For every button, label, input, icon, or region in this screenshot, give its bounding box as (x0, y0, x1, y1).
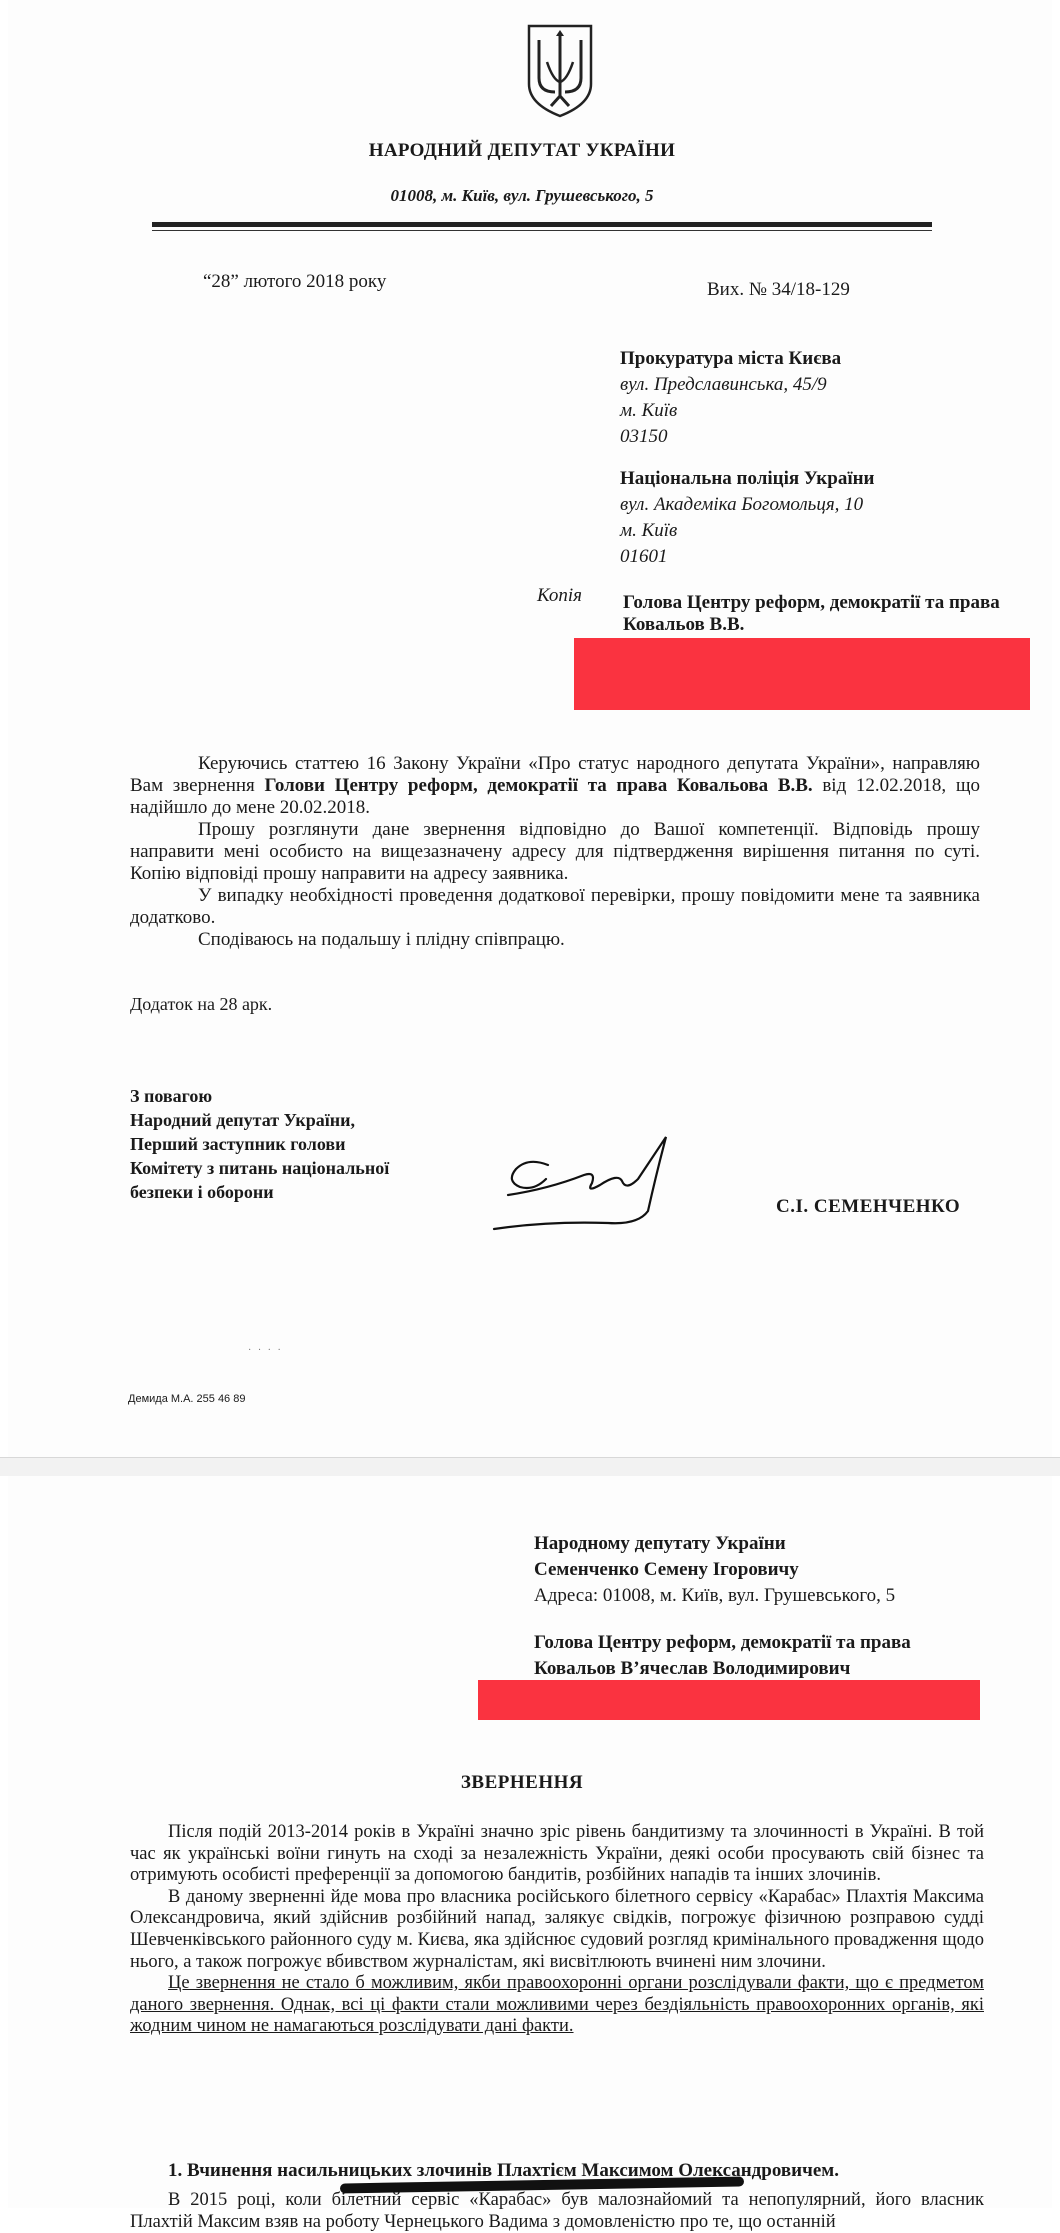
recipient-police (620, 466, 875, 570)
body-paragraph: В даному зверненні йде мова про власника російського білетного сервісу «Карабас» Плахтія Максима Олександровича, який здійснив розбійний напад, залякує свідків, погрожує фізичною розправою судді Шевченківського районного суду м. Києва, яка здійснює судовий розгляд кримінального провадження щодо нього, а також погрожує вбивством журналістам, які висвітлюють вчинені ним злочини. (130, 1886, 984, 1972)
section-heading: 1. Вчинення насильницьких злочинів Плахтієм Максимом Олександровичем. (168, 2160, 839, 2181)
signer-title: Перший заступник голови (130, 1134, 346, 1154)
signer-name: С.І. СЕМЕНЧЕНКО (776, 1196, 961, 1217)
body-text: Керуючись статтею 16 Закону України «Про статус народного депутата України», направляю Вам звернення (130, 753, 980, 796)
header-address: 01008, м. Київ, вул. Грушевського, 5 (390, 186, 654, 205)
outgoing-number: Вих. № 34/18-129 (707, 279, 850, 300)
body-paragraph: Після подій 2013-2014 років в Україні значно зріс рівень бандитизму та злочинності в Україні. В той час як українські воїни гинуть на сході за незалежність України, деякі особи просувають свій бізнес та отримують особисті преференції за допомогою бандитів, розбійних нападів та інших злочинів. (130, 1822, 984, 1886)
page-gap (0, 1458, 1060, 1476)
recipient-city: м. Київ (620, 400, 678, 421)
letter-page-1 (8, 0, 1052, 1458)
attachment-note: Додаток на 28 арк. (130, 994, 273, 1014)
sender-title: Голова Центру реформ, демократії та права (534, 1632, 911, 1653)
appeal-body-continued (130, 2190, 984, 2233)
copy-recipient: Голова Центру реформ, демократії та права Ковальов В.В. (623, 592, 1000, 635)
trident-emblem-icon (525, 22, 595, 118)
body-paragraph: Сподіваюсь на подальшу і плідну співпрацю. (198, 929, 565, 950)
executor-contact: Демида М.А. 255 46 89 (128, 1393, 246, 1405)
recipient-street: вул. Академіка Богомольця, 10 (620, 494, 864, 515)
closing-line: З повагою (130, 1086, 213, 1106)
page-edge (0, 1457, 1060, 1458)
copy-label: Копія (537, 585, 583, 606)
signer-title: Народний депутат України, (130, 1110, 355, 1130)
body-paragraph: Прошу розглянути дане звернення відповідно до Вашої компетенції. Відповідь прошу направити мені особисто на вищезазначену адресу для підтвердження вирішення питання по суті. Копію відповіді прошу направити на адресу заявника. (130, 819, 980, 884)
header-divider (152, 222, 932, 227)
scan-artifact: · · · · (248, 1345, 283, 1356)
body-text-bold: Голови Центру реформ, демократії та права Ковальова В.В. (264, 775, 813, 796)
recipient-street: вул. Предславинська, 45/9 (620, 374, 827, 395)
sender-block (534, 1630, 911, 1682)
letter-date: “28” лютого 2018 року (203, 271, 387, 292)
signer-title: Комітету з питань національної (130, 1158, 390, 1178)
sender-name: Ковальов В’ячеслав Володимирович (534, 1658, 851, 1679)
recipient-prosecutor (620, 346, 841, 450)
recipient-name: Національна поліція України (620, 468, 875, 489)
recipient-city: м. Київ (620, 520, 678, 541)
page-title: НАРОДНИЙ ДЕПУТАТ УКРАЇНИ (368, 140, 676, 161)
recipient-zip: 03150 (620, 426, 668, 447)
recipient-name: Прокуратура міста Києва (620, 348, 842, 369)
header-divider-thin (152, 230, 932, 231)
letter-body (130, 753, 980, 951)
signer-title: безпеки і оборони (130, 1182, 274, 1202)
handwritten-signature (488, 1135, 698, 1230)
addressee-title: Народному депутату України (534, 1533, 786, 1554)
redaction-box (574, 638, 1030, 710)
body-text: від 12.02.2018, що надійшло до мене 20.02.2018. (130, 775, 980, 818)
addressee-address: Адреса: 01008, м. Київ, вул. Грушевського, 5 (534, 1585, 896, 1606)
body-paragraph: У випадку необхідності проведення додаткової перевірки, прошу повідомити мене та заявника додатково. (130, 885, 980, 928)
addressee-block (534, 1531, 895, 1609)
appeal-body (130, 1822, 984, 2038)
body-paragraph-underlined: Це звернення не стало б можливим, якби правоохоронні органи розслідували факти, що є предметом даного звернення. Однак, всі ці факти стали можливими через бездіяльність правоохоронних органів, які жодним чином не намагаються розслідувати дані факти. (130, 1973, 984, 2037)
signature-block (130, 1084, 389, 1204)
recipient-zip: 01601 (620, 546, 668, 567)
body-paragraph: В 2015 році, коли білетний сервіс «Карабас» був малознайомий та непопулярний, його власник Плахтій Максим взяв на роботу Чернецького Вадима з домовленістю про те, що останній (130, 2190, 984, 2232)
redaction-box (478, 1680, 980, 1720)
appeal-title: ЗВЕРНЕННЯ (460, 1772, 584, 1793)
addressee-name: Семенченко Семену Ігоровичу (534, 1559, 799, 1580)
